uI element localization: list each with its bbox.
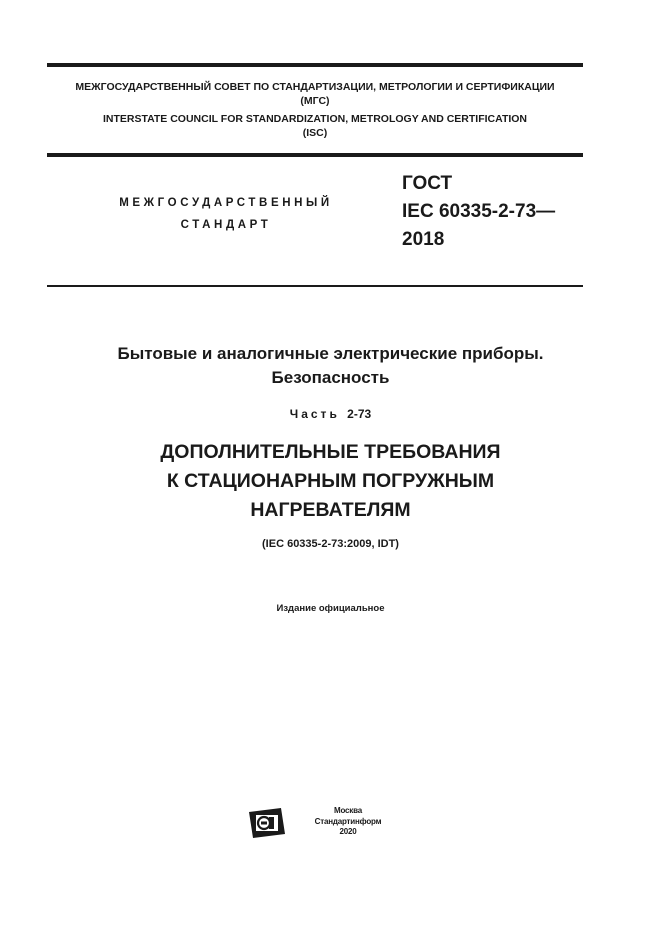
main-title-line1: Бытовые и аналогичные электрические приборы. <box>117 344 544 363</box>
subtitle-line2: К СТАЦИОНАРНЫМ ПОГРУЖНЫМ <box>166 470 495 492</box>
edition-note: Издание официальное <box>276 603 385 614</box>
subtitle <box>20 438 641 525</box>
subtitle-line3: НАГРЕВАТЕЛЯМ <box>250 499 411 521</box>
standartinform-logo-icon <box>247 806 287 840</box>
part-number <box>20 406 641 422</box>
designation-line3: 2018 <box>402 229 445 250</box>
council-name-en <box>47 112 583 140</box>
designation-line2: IEC 60335-2-73— <box>402 201 556 222</box>
council-ru-line1: МЕЖГОСУДАРСТВЕННЫЙ СОВЕТ ПО СТАНДАРТИЗАЦИИ, МЕТРОЛОГИИ И СЕРТИФИКАЦИИ <box>75 81 555 93</box>
publisher-year: 2020 <box>339 827 357 836</box>
publisher-name: Стандартинформ <box>314 816 382 826</box>
main-title <box>20 342 641 390</box>
publisher-city: Москва <box>334 806 362 815</box>
header-rule <box>47 153 583 157</box>
publisher-block <box>300 806 396 838</box>
standard-type-line1: МЕЖГОСУДАРСТВЕННЫЙ <box>119 197 333 209</box>
standard-type <box>90 192 362 236</box>
standard-designation <box>402 170 555 254</box>
idt-reference: (IEC 60335-2-73:2009, IDT) <box>262 538 399 550</box>
designation-line1: ГОСТ <box>402 173 453 194</box>
part-value: 2-73 <box>347 407 372 421</box>
council-en-line1: INTERSTATE COUNCIL FOR STANDARDIZATION, METROLOGY AND CERTIFICATION <box>102 113 528 125</box>
standard-type-line2: СТАНДАРТ <box>180 219 272 231</box>
top-rule <box>47 63 583 67</box>
council-ru-line2: (МГС) <box>300 95 330 107</box>
council-name-ru <box>47 80 583 108</box>
designation-rule <box>47 285 583 287</box>
council-en-line2: (ISC) <box>302 127 328 139</box>
subtitle-line1: ДОПОЛНИТЕЛЬНЫЕ ТРЕБОВАНИЯ <box>160 441 501 463</box>
part-label: Часть <box>289 407 340 421</box>
main-title-line2: Безопасность <box>271 368 390 387</box>
